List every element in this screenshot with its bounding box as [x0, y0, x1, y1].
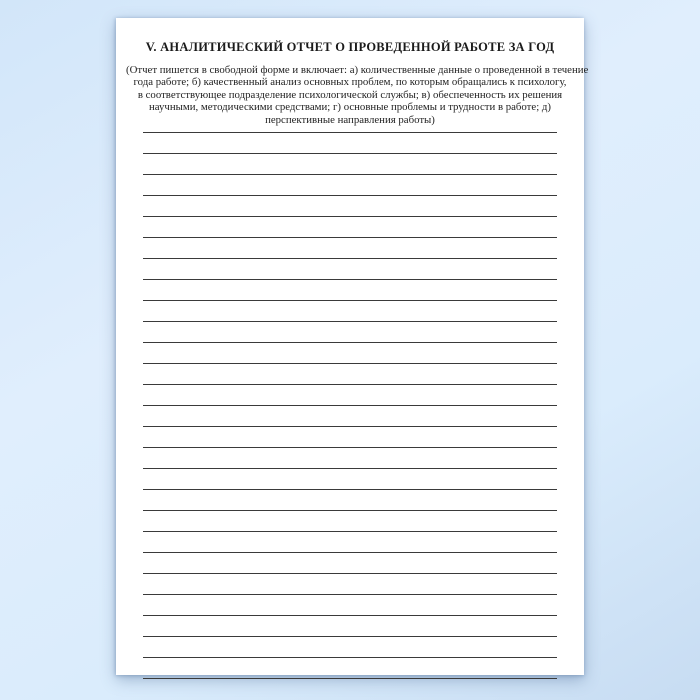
- ruled-line: [143, 343, 557, 364]
- ruled-line: [143, 238, 557, 259]
- ruled-line: [143, 280, 557, 301]
- ruled-lines-area: [143, 112, 557, 679]
- ruled-line: [143, 154, 557, 175]
- ruled-line: [143, 406, 557, 427]
- ruled-line: [143, 175, 557, 196]
- ruled-line: [143, 364, 557, 385]
- ruled-line: [143, 574, 557, 595]
- ruled-line: [143, 112, 557, 133]
- ruled-line: [143, 490, 557, 511]
- ruled-line: [143, 259, 557, 280]
- ruled-line: [143, 637, 557, 658]
- ruled-line: [143, 469, 557, 490]
- ruled-line: [143, 322, 557, 343]
- ruled-line: [143, 511, 557, 532]
- document-page: [116, 18, 589, 675]
- ruled-line: [143, 532, 557, 553]
- intro-line: перспективные направления работы): [265, 113, 435, 126]
- ruled-line: [143, 385, 557, 406]
- ruled-line: [143, 595, 557, 616]
- ruled-line: [143, 217, 557, 238]
- ruled-line: [143, 196, 557, 217]
- document-title: V. АНАЛИТИЧЕСКИЙ ОТЧЕТ О ПРОВЕДЕННОЙ РАБОТЕ ЗА ГОД: [145, 40, 555, 54]
- ruled-line: [143, 448, 557, 469]
- intro-line: (Отчет пишется в свободной форме и включает: а) количественные данные о проведенной в течение: [126, 64, 589, 76]
- ruled-line: [143, 658, 557, 679]
- ruled-line: [143, 133, 557, 154]
- intro-line: года работе; б) качественный анализ основных проблем, по которым обращались к психологу,: [133, 76, 567, 89]
- ruled-line: [143, 553, 557, 574]
- intro-line: в соответствующее подразделение психологической службы; в) обеспеченность их решения: [137, 88, 563, 101]
- ruled-line: [143, 427, 557, 448]
- ruled-line: [143, 616, 557, 637]
- ruled-line: [143, 301, 557, 322]
- intro-line: научными, методическими средствами; г) основные проблемы и трудности в работе; д): [149, 101, 551, 114]
